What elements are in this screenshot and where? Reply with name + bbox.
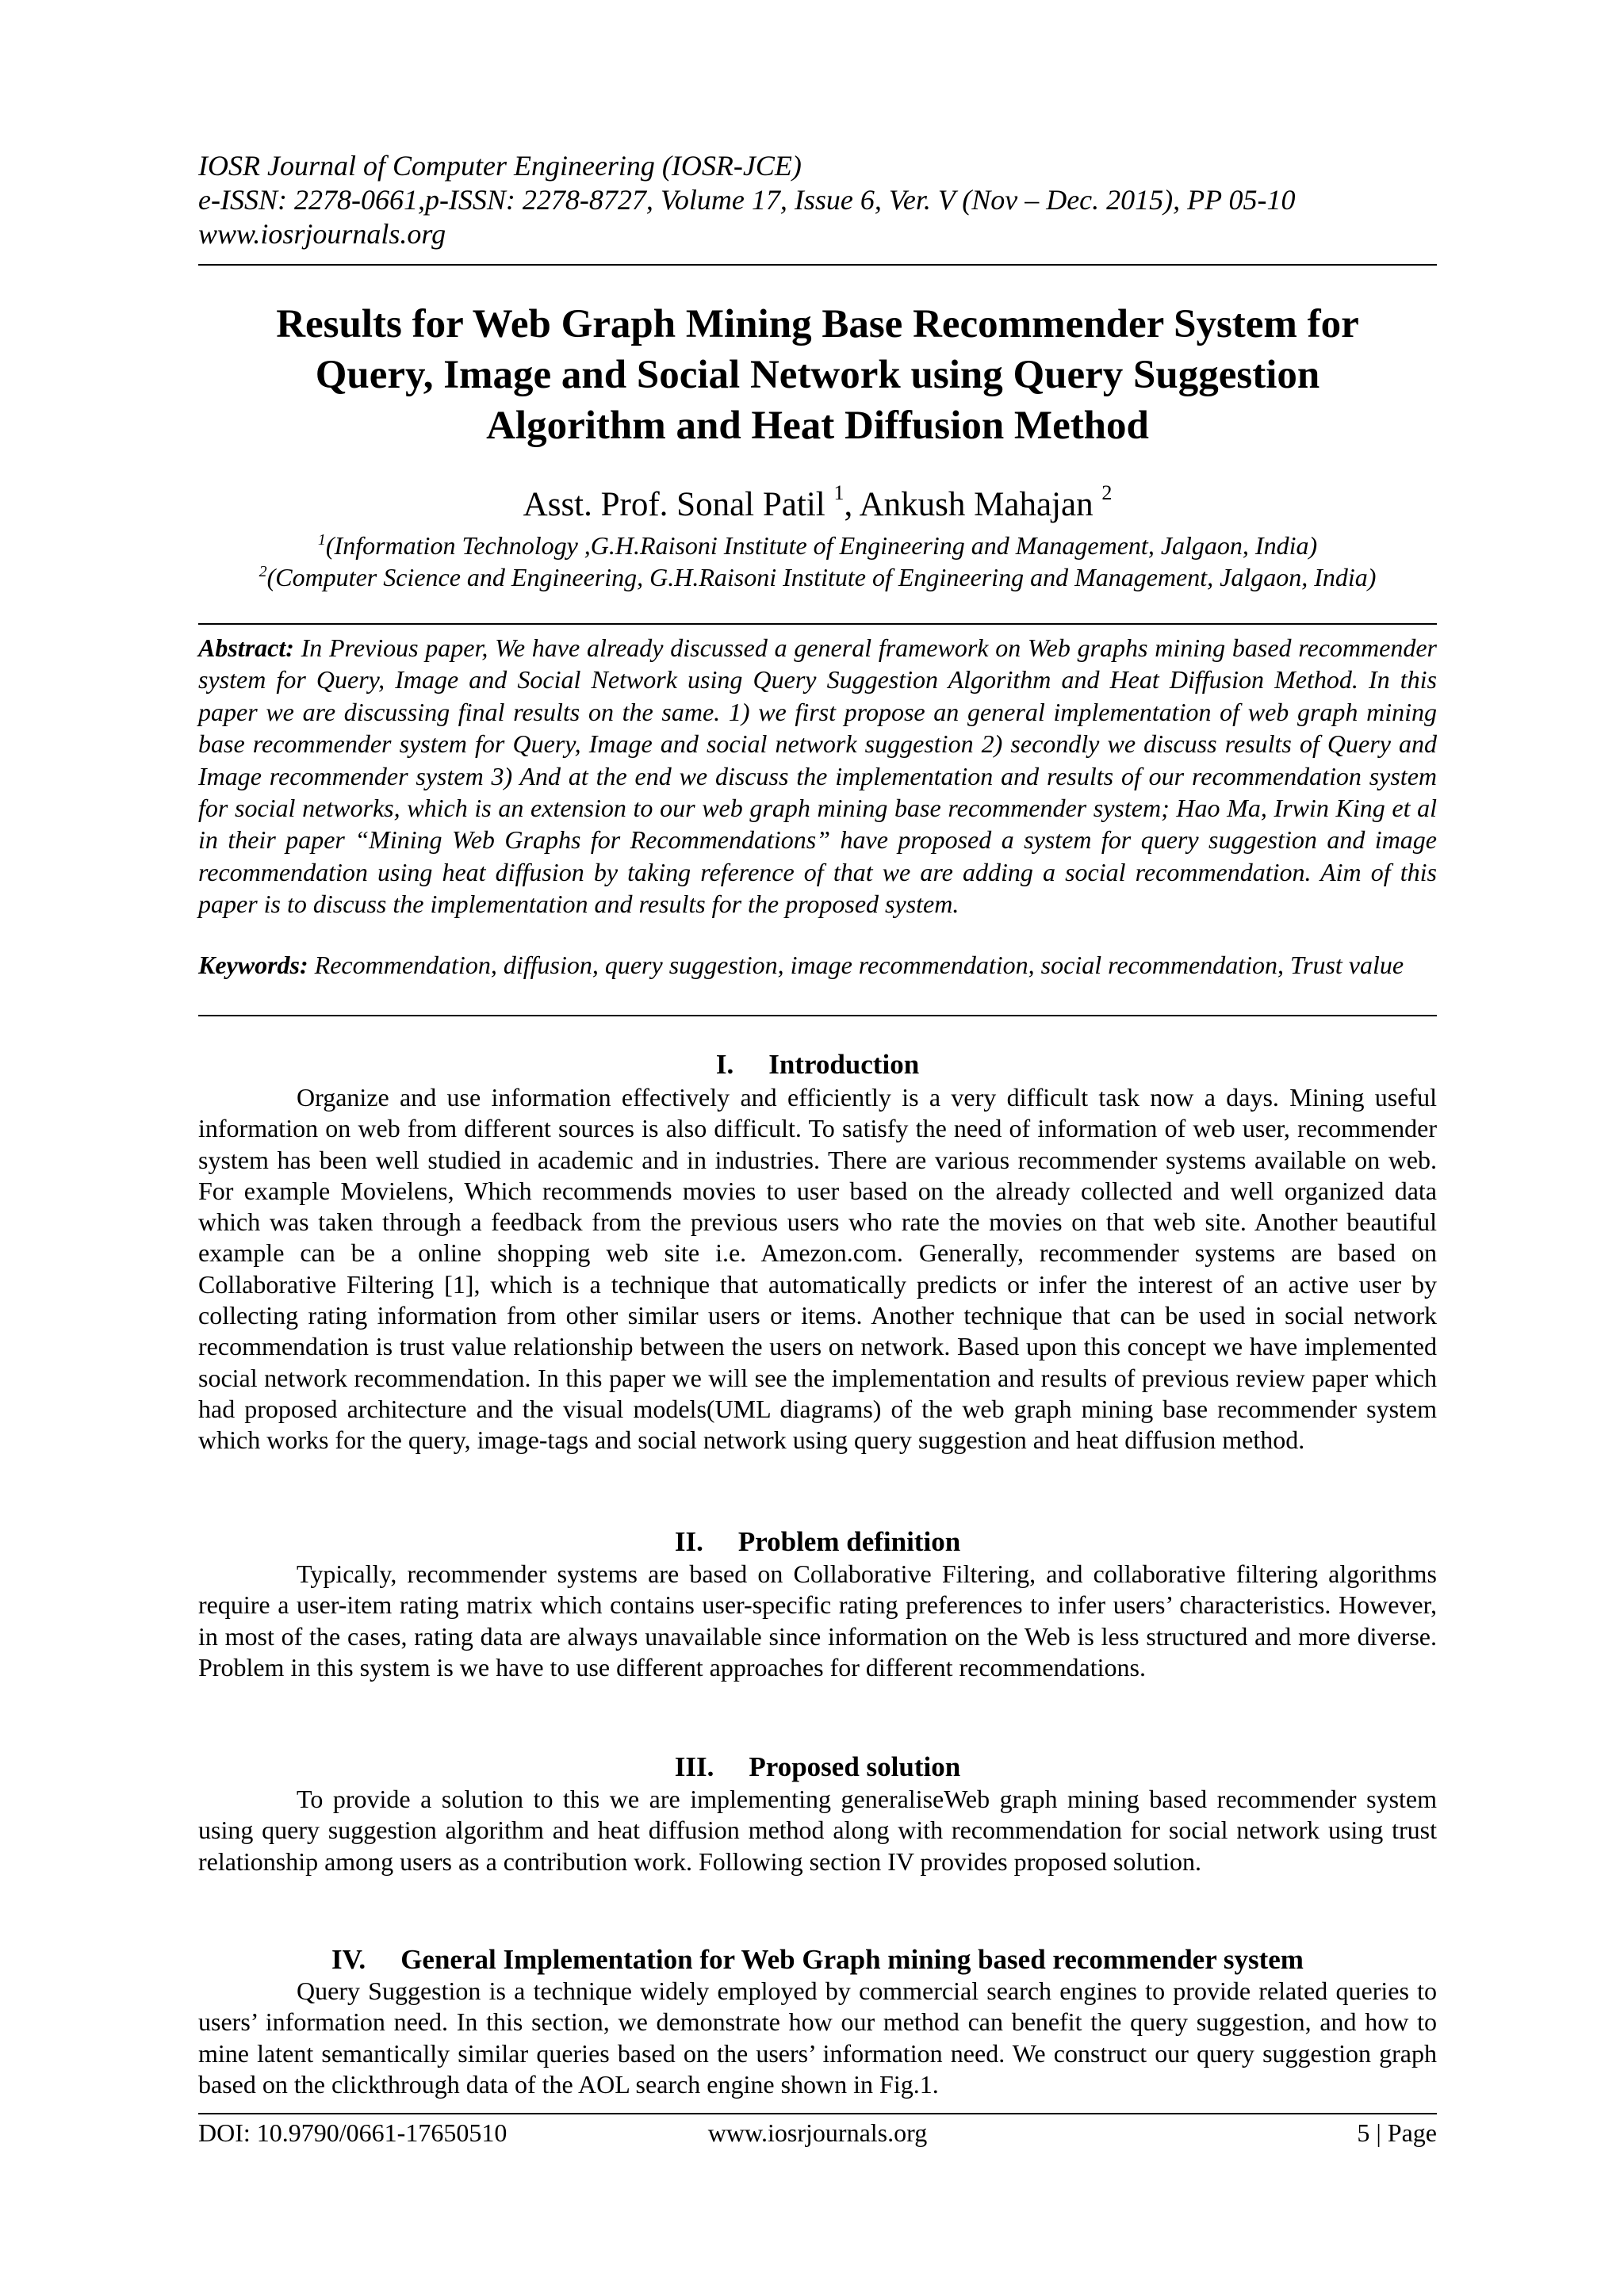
paragraph-text: Organize and use information effectively and efficiently is a very difficult task now a days. Mining useful information on web from different sources is also difficult. To satisfy the need of information of web user, recommender system has been well studied in academic and in industries. There are various recommender systems available on web. For example Movielens, Which recommends movies to user based on the already collected and well organized data which was taken through a feedback from the previous users who rate the movies on that web site. Another beautiful example can be a online shopping web site i.e. Amezon.com. Generally, recommender systems are based on Collaborative Filtering [1], which is a technique that automatically predicts or infer the interest of an active user by collecting rating information from other similar users or items. Another technique that can be used in social network recommendation is trust value relationship between the users on network. Based upon this concept we have implemented social network recommendation. In this paper we will see the implementation and results of previous review paper which had proposed architecture and the visual models(UML diagrams) of the web graph mining base recommender system which works for the query, image-tags and social network using query suggestion and heat diffusion method. <box>198 1083 1437 1455</box>
paper-page <box>198 0 1437 2296</box>
section-body <box>198 1082 1437 1456</box>
section-number: II. <box>674 1526 703 1557</box>
affiliation-text: (Computer Science and Engineering, G.H.Raisoni Institute of Engineering and Management, Jalgaon, India) <box>266 563 1377 591</box>
keywords-bottom-rule <box>198 1015 1437 1016</box>
journal-header <box>198 149 1437 251</box>
section-heading <box>198 1944 1437 1976</box>
section-heading <box>198 1526 1437 1558</box>
abstract-text: In Previous paper, We have already discussed a general framework on Web graphs mining based recommender system for Query, Image and Social Network using Query Suggestion Algorithm and Heat Diffusion Method. In this paper we are discussing final results on the same. 1) we first propose an general implementation of web graph mining base recommender system for Query, Image and social network suggestion 2) secondly we discuss results of Query and Image recommender system 3) And at the end we discuss the implementation and results of our recommendation system for social networks, which is an extension to our web graph mining base recommender system; Hao Ma, Irwin King et al in their paper “Mining Web Graphs for Recommendations” have proposed a system for query suggestion and image recommendation using heat diffusion by taking reference of that we are adding a social recommendation. Aim of this paper is to discuss the implementation and results for the proposed system. <box>198 633 1438 919</box>
abstract-label: Abstract: <box>198 633 294 662</box>
journal-name: IOSR Journal of Computer Engineering (IOSR-JCE) <box>198 150 802 182</box>
author-superscript: 2 <box>1101 481 1113 504</box>
paragraph-text: Query Suggestion is a technique widely employed by commercial search engines to provide related queries to users’ information need. In this section, we demonstrate how our method can benefit the query suggestion, and how to mine latent semantically similar queries based on the users’ information need. We construct our query suggestion graph based on the clickthrough data of the AOL search engine shown in Fig.1. <box>198 1976 1437 2099</box>
footer-rule <box>198 2113 1437 2114</box>
header-rule <box>198 264 1437 266</box>
author-name: Asst. Prof. Sonal Patil <box>523 486 825 523</box>
keywords-text: Recommendation, diffusion, query suggestion, image recommendation, social recommendation, Trust value <box>314 951 1404 979</box>
section-body <box>198 1784 1437 1877</box>
keywords <box>198 949 1437 981</box>
paper-title <box>198 299 1437 451</box>
section-number: IV. <box>331 1944 366 1975</box>
section-number: I. <box>715 1049 734 1080</box>
section-title: Proposed solution <box>749 1751 961 1782</box>
journal-issn: e-ISSN: 2278-0661,p-ISSN: 2278-8727, Volume 17, Issue 6, Ver. V (Nov – Dec. 2015), PP 05-10 <box>198 184 1296 216</box>
section-title: Introduction <box>768 1049 920 1080</box>
section-number: III. <box>674 1751 714 1782</box>
section-heading <box>198 1049 1437 1081</box>
affiliation <box>198 530 1437 561</box>
paragraph-text: Typically, recommender systems are based on Collaborative Filtering, and collaborative filtering algorithms require a user-item rating matrix which contains user-specific rating preferences to infer users’ characteristics. However, in most of the cases, rating data are always unavailable since information on the Web is less structured and more diverse. Problem in this system is we have to use different approaches for different recommendations. <box>198 1559 1437 1682</box>
paragraph-text: To provide a solution to this we are implementing generaliseWeb graph mining based recommender system using query suggestion algorithm and heat diffusion method along with recommendation for social network using trust relationship among users as a contribution work. Following section IV provides proposed solution. <box>198 1785 1437 1876</box>
abstract <box>198 632 1437 920</box>
authors-line <box>198 481 1437 525</box>
author-name: Ankush Mahajan <box>859 486 1094 523</box>
footer-website: www.iosrjournals.org <box>707 2118 928 2147</box>
abstract-top-rule <box>198 623 1437 625</box>
section-title: General Implementation for Web Graph mining based recommender system <box>400 1944 1304 1975</box>
section-body <box>198 1976 1437 2100</box>
author-separator: , <box>844 486 860 523</box>
section-heading <box>198 1751 1437 1783</box>
journal-website: www.iosrjournals.org <box>198 218 446 250</box>
affiliation-superscript: 1 <box>317 531 326 549</box>
footer-doi: DOI: 10.9790/0661-17650510 <box>198 2118 508 2147</box>
footer-page-number: 5 | Page <box>1357 2118 1437 2147</box>
title-line: Results for Web Graph Mining Base Recommender System for <box>276 302 1359 346</box>
section-title: Problem definition <box>737 1526 961 1557</box>
affiliation-superscript: 2 <box>259 563 267 580</box>
section-body <box>198 1559 1437 1683</box>
keywords-label: Keywords: <box>198 951 308 979</box>
affiliation <box>198 561 1437 593</box>
title-line: Algorithm and Heat Diffusion Method <box>486 404 1149 448</box>
affiliation-text: (Information Technology ,G.H.Raisoni Institute of Engineering and Management, Jalgaon, India) <box>325 531 1318 560</box>
title-line: Query, Image and Social Network using Query Suggestion <box>315 353 1320 397</box>
author-superscript: 1 <box>833 481 845 504</box>
